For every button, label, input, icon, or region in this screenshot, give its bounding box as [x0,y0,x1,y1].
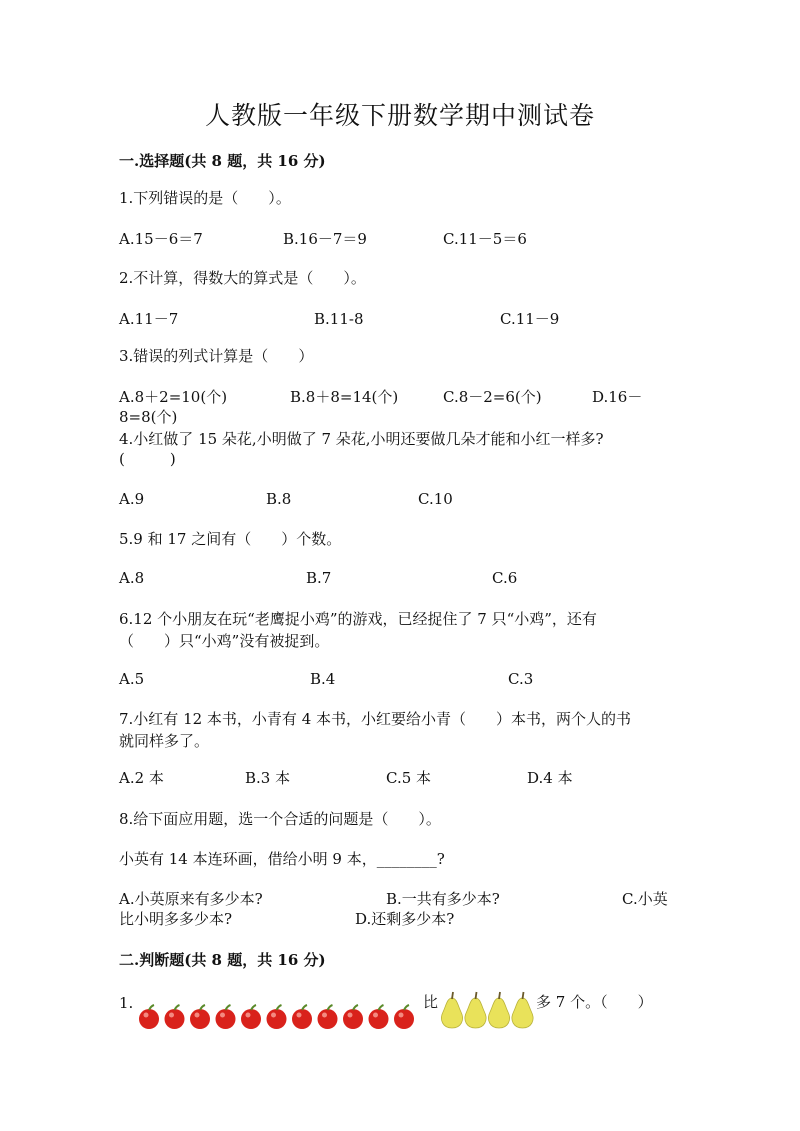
q2-option-a: A.11－7 [119,310,179,328]
q8-option-b: B.一共有多少本? [386,890,500,908]
apple-icon [292,1005,312,1029]
section-choice-heading: 一.选择题(共 8 题，共 16 分) [119,152,326,170]
q3-option-d-part2: 8=8(个) [119,408,178,426]
apple-icon [241,1005,261,1029]
apple-icon [216,1005,236,1029]
pear-icon [465,992,486,1028]
question-8: 8.给下面应用题，选一个合适的问题是（ ）。 [119,810,441,828]
question-4-line2: ( ) [119,450,176,468]
q4-option-a: A.9 [119,490,145,508]
apple-icon [343,1005,363,1029]
q3-option-d-part1: D.16－ [592,388,643,406]
question-8-stem: 小英有 14 本连环画，借给小明 9 本，________? [119,850,445,868]
q3-option-c: C.8－2=6(个) [443,388,542,406]
question-7-line2: 就同样多了。 [119,732,210,750]
q6-option-a: A.5 [119,670,145,688]
apple-icon [318,1005,338,1029]
q8-option-c-part1: C.小英 [622,890,668,908]
q3-option-a: A.8＋2=10(个) [119,388,228,406]
question-5: 5.9 和 17 之间有（ ）个数。 [119,530,342,548]
q7-option-b: B.3 本 [245,769,291,787]
apple-icon [369,1005,389,1029]
question-6-line2: （ ）只“小鸡”没有被捉到。 [119,632,330,650]
apple-row [138,1002,420,1030]
q7-option-d: D.4 本 [527,769,573,787]
q8-option-c-part2: 比小明多多少本? [119,910,233,928]
judgement-1-number: 1. [119,994,134,1012]
q8-option-a: A.小英原来有多少本? [119,890,263,908]
q1-option-c: C.11－5＝6 [443,230,527,248]
question-4-line1: 4.小红做了 15 朵花,小明做了 7 朵花,小明还要做几朵才能和小红一样多? [119,430,604,448]
judgement-1-tail: 多 7 个。（ ） [536,993,653,1011]
pear-icon [512,992,533,1028]
pear-icon [488,992,509,1028]
question-7-line1: 7.小红有 12 本书，小青有 4 本书，小红要给小青（ ）本书，两个人的书 [119,710,632,728]
pear-icon [441,992,462,1028]
apple-icon [394,1005,414,1029]
section-judgement-heading: 二.判断题(共 8 题，共 16 分) [119,951,326,969]
q4-option-c: C.10 [418,490,453,508]
judgement-1-compare: 比 [423,993,439,1011]
question-3: 3.错误的列式计算是（ ） [119,347,314,365]
q1-option-b: B.16－7＝9 [283,230,367,248]
question-2: 2.不计算，得数大的算式是（ ）。 [119,269,366,287]
q6-option-c: C.3 [508,670,534,688]
q1-option-a: A.15－6＝7 [119,230,203,248]
apple-icon [139,1005,159,1029]
q5-option-a: A.8 [119,569,145,587]
apple-icon [165,1005,185,1029]
exam-title: 人教版一年级下册数学期中测试卷 [204,101,595,130]
apple-icon [267,1005,287,1029]
question-6-line1: 6.12 个小朋友在玩“老鹰捉小鸡”的游戏，已经捉住了 7 只“小鸡”，还有 [119,610,597,628]
q5-option-b: B.7 [306,569,332,587]
apple-icon [190,1005,210,1029]
q7-option-a: A.2 本 [119,769,164,787]
question-1: 1.下列错误的是（ ）。 [119,189,291,207]
q2-option-b: B.11-8 [314,310,364,328]
q6-option-b: B.4 [310,670,336,688]
pear-row [440,990,536,1030]
q3-option-b: B.8＋8=14(个) [290,388,399,406]
q5-option-c: C.6 [492,569,518,587]
q8-option-d: D.还剩多少本? [355,910,455,928]
q2-option-c: C.11－9 [500,310,560,328]
q4-option-b: B.8 [266,490,292,508]
q7-option-c: C.5 本 [386,769,432,787]
